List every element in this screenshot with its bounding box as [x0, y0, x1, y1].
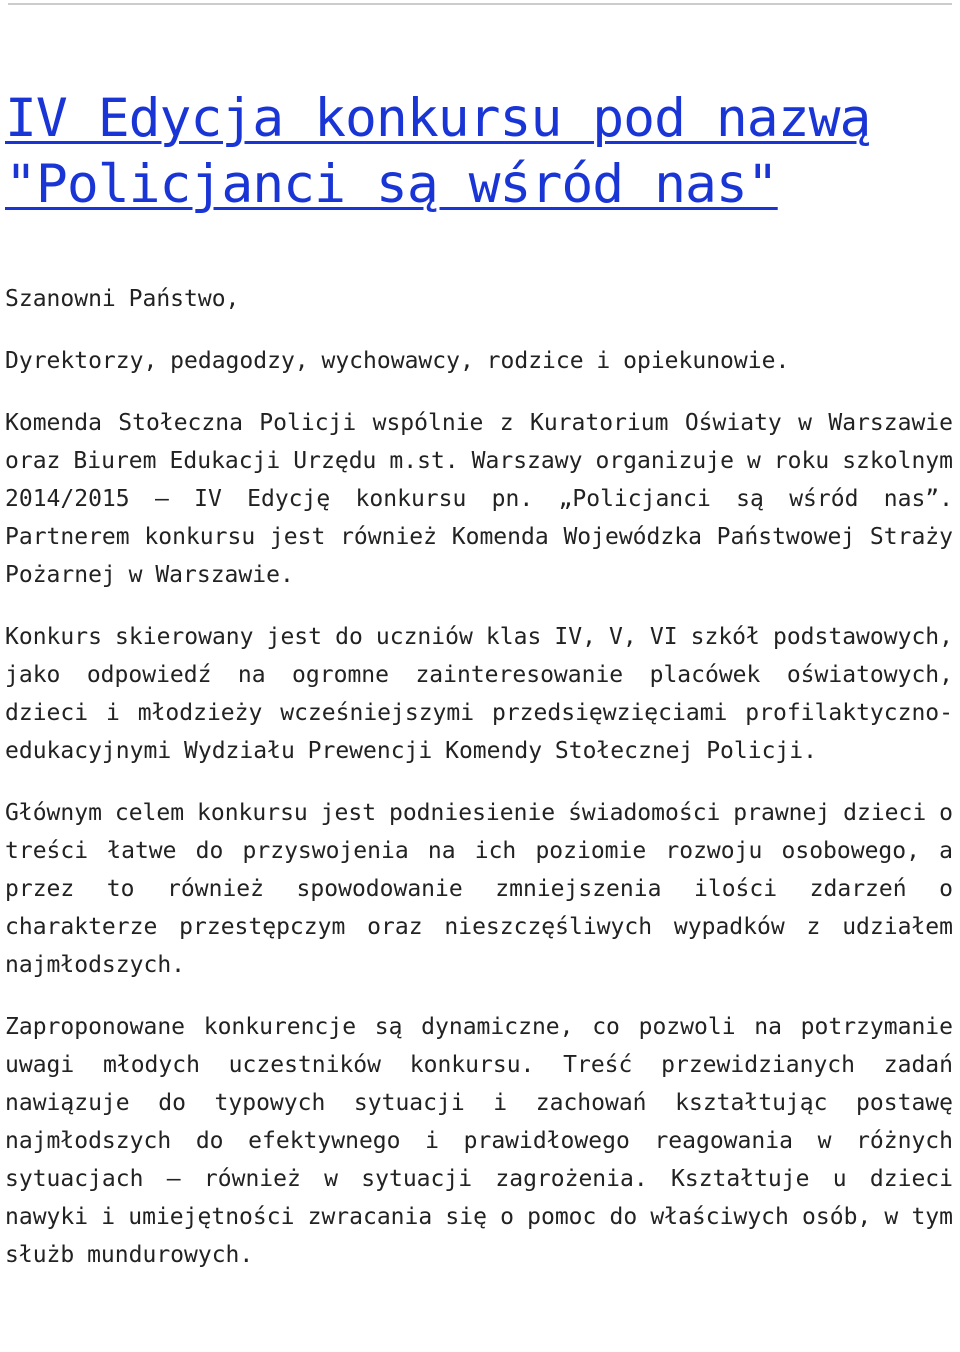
top-divider: [8, 3, 952, 5]
paragraph-goal: Głównym celem konkursu jest podniesienie świadomości prawnej dzieci o treści łatwe do przyswojenia na ich poziomie rozwoju osobowego, a przez to również spowodowanie zmniejszenia ilości zdarzeń o charakterze przestępczym oraz nieszczęśliwych wypadków z udziałem najmłodszych.: [5, 800, 953, 978]
paragraph-intro: Komenda Stołeczna Policji wspólnie z Kuratorium Oświaty w Warszawie oraz Biurem Edukacji Urzędu m.st. Warszawy organizuje w roku szkolnym 2014/2015 – IV Edycję konkursu pn. „Policjanci są wśród nas”. Partnerem konkursu jest również Komenda Wojewódzka Państwowej Straży Pożarnej w Warszawie.: [5, 410, 953, 588]
greeting: Szanowni Państwo,: [5, 286, 240, 312]
paragraph-target: Konkurs skierowany jest do uczniów klas IV, V, VI szkół podstawowych, jako odpowiedź na ogromne zainteresowanie placówek oświatowych, dzieci i młodzieży wcześniejszymi przedsięwzięciami profilaktyczno-edukacyjnymi Wydziału Prewencji Komendy Stołecznej Policji.: [5, 624, 953, 764]
addressees: Dyrektorzy, pedagodzy, wychowawcy, rodzice i opiekunowie.: [5, 348, 790, 374]
article-title-link[interactable]: IV Edycja konkursu pod nazwą "Policjanci są wśród nas": [5, 88, 871, 215]
article: [5, 86, 953, 1298]
paragraph-competitions: Zaproponowane konkurencje są dynamiczne, co pozwoli na potrzymanie uwagi młodych uczestników konkursu. Treść przewidzianych zadań nawiązuje do typowych sytuacji i zachowań kształtując postawę najmłodszych do efektywnego i prawidłowego reagowania w różnych sytuacjach – również w sytuacji zagrożenia. Kształtuje u dzieci nawyki i umiejętności zwracania się o pomoc do właściwych osób, w tym służb mundurowych.: [5, 1014, 953, 1268]
article-title: [5, 86, 953, 218]
